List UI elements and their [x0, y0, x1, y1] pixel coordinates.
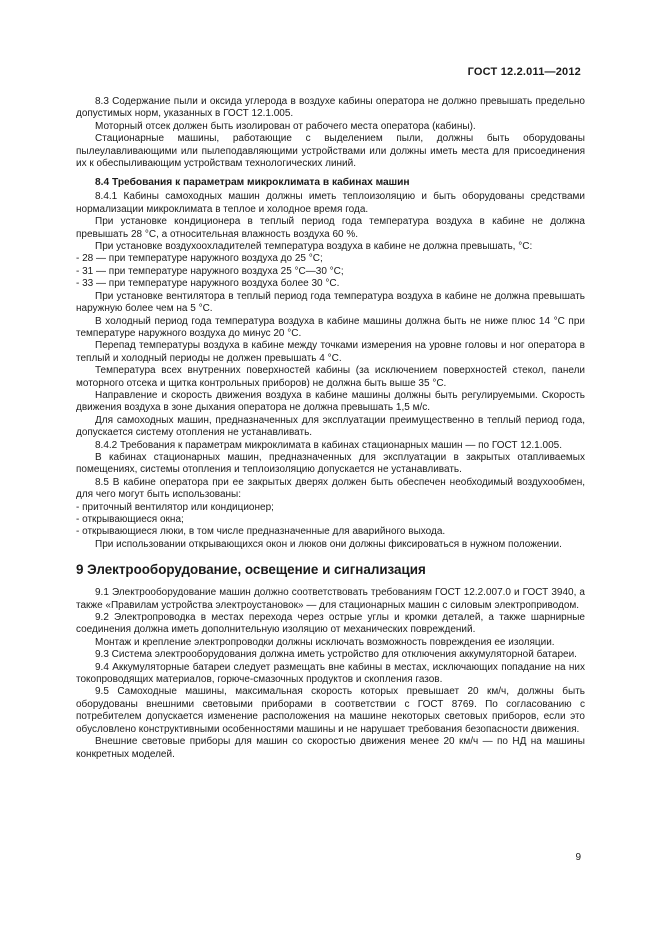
- section-heading-8-4: 8.4 Требования к параметрам микроклимата в кабинах машин: [95, 177, 410, 189]
- paragraph-group-8-4: [76, 191, 585, 551]
- paragraph-group-8-3: [76, 96, 585, 170]
- page-content: [76, 96, 585, 761]
- paragraph: При установке кондиционера в теплый период года температура воздуха в кабине не должна превышать 28 °С, а относительная влажность воздуха 60 %.: [76, 216, 585, 240]
- paragraph: Стационарные машины, работающие с выделением пыли, должны быть оборудованы пылеулавливающими или пылеподавляющими устройствами или должны иметь места для присоединения их к обеспыливающим устройствам технологических линий.: [76, 133, 585, 170]
- paragraph: При использовании открывающихся окон и люков они должны фиксироваться в нужном положении.: [95, 538, 562, 550]
- paragraph: - 33 — при температуре наружного воздуха более 30 °С.: [76, 278, 340, 290]
- paragraph: 8.4.2 Требования к параметрам микроклимата в кабинах стационарных машин — по ГОСТ 12.1.005.: [95, 439, 562, 451]
- paragraph: 8.5 В кабине оператора при ее закрытых дверях должен быть обеспечен необходимый воздухообмен, для чего могут быть использованы:: [76, 476, 585, 501]
- paragraph: Для самоходных машин, предназначенных для эксплуатации преимущественно в теплый период года, допускается систему отопления не устанавливать.: [76, 414, 585, 439]
- paragraph: Внешние световые приборы для машин со скоростью движения менее 20 км/ч — по НД на машины конкретных моделей.: [76, 736, 585, 760]
- paragraph: 9.2 Электропроводка в местах перехода через острые углы и кромки деталей, а также шарнирные соединения должна иметь дополнительную изоляцию от механических повреждений.: [76, 612, 585, 636]
- paragraph: Направление и скорость движения воздуха в кабине машины должны быть регулируемыми. Скорость движения воздуха в зоне дыхания оператора не должна превышать 1,5 м/с.: [76, 389, 585, 414]
- paragraph: При установке вентилятора в теплый период года температура воздуха в кабине не должна превышать наружную более чем на 5 °С.: [76, 290, 585, 315]
- paragraph: - открывающиеся люки, в том числе предназначенные для аварийного выхода.: [76, 526, 446, 538]
- paragraph-group-9: [76, 587, 585, 761]
- paragraph: 9.5 Самоходные машины, максимальная скорость которых превышает 20 км/ч, должны быть оборудованы внешними световыми приборами в соответствии с ГОСТ 8769. По согласованию с потребителем допускается изменение расположения на машине некоторых световых приборов, если это обусловлено конструктивными особенностями машины и не нарушает требования безопасности движения.: [76, 686, 585, 735]
- paragraph: 8.3 Содержание пыли и оксида углерода в воздухе кабины оператора не должно превышать предельно допустимых норм, указанных в ГОСТ 12.1.005.: [76, 96, 585, 120]
- paragraph: 9.4 Аккумуляторные батареи следует размещать вне кабины в местах, исключающих попадание на них токопроводящих материалов, горюче-смазочных продуктов и скопления газов.: [76, 661, 585, 686]
- paragraph: - 31 — при температуре наружного воздуха 25 °С—30 °С;: [76, 265, 344, 277]
- paragraph: 8.4.1 Кабины самоходных машин должны иметь теплоизоляцию и быть оборудованы средствами нормализации микроклимата в теплое и холодное время года.: [76, 191, 585, 215]
- paragraph: При установке воздухоохладителей температура воздуха в кабине не должна превышать, °С:: [95, 241, 533, 253]
- paragraph: 9.3 Система электрооборудования должна иметь устройство для отключения аккумуляторной батареи.: [95, 649, 577, 661]
- standard-designation: ГОСТ 12.2.011—2012: [467, 66, 581, 78]
- paragraph: Монтаж и крепление электропроводки должны исключать возможность повреждения ее изоляции.: [95, 636, 555, 648]
- paragraph: 9.1 Электрооборудование машин должно соответствовать требованиям ГОСТ 12.2.007.0 и ГОСТ 3940, а также «Правилам устройства электроустановок» — для стационарных машин с силовым электроприводом.: [76, 587, 585, 611]
- paragraph: - 28 — при температуре наружного воздуха до 25 °С;: [76, 253, 323, 265]
- paragraph: В холодный период года температура воздуха в кабине машины должна быть не ниже плюс 14 °С при температуре наружного воздуха до минус 20 °С.: [76, 315, 585, 339]
- paragraph: Моторный отсек должен быть изолирован от рабочего места оператора (кабины).: [95, 120, 476, 132]
- section-heading-9: 9 Электрооборудование, освещение и сигнализация: [76, 562, 426, 578]
- paragraph: - открывающиеся окна;: [76, 514, 184, 525]
- paragraph: В кабинах стационарных машин, предназначенных для эксплуатации в закрытых отапливаемых помещениях, системы отопления и теплоизоляцию допускается не устанавливать.: [76, 451, 585, 476]
- paragraph: Перепад температуры воздуха в кабине между точками измерения на уровне головы и ног оператора в теплый и холодный периоды не должен превышать 4 °С.: [76, 340, 585, 364]
- paragraph: - приточный вентилятор или кондиционер;: [76, 501, 274, 513]
- paragraph: Температура всех внутренних поверхностей кабины (за исключением поверхностей стекол, панели моторного отсека и щитка контрольных приборов) не должна быть выше 35 °С.: [76, 365, 585, 389]
- page-number: 9: [575, 852, 581, 863]
